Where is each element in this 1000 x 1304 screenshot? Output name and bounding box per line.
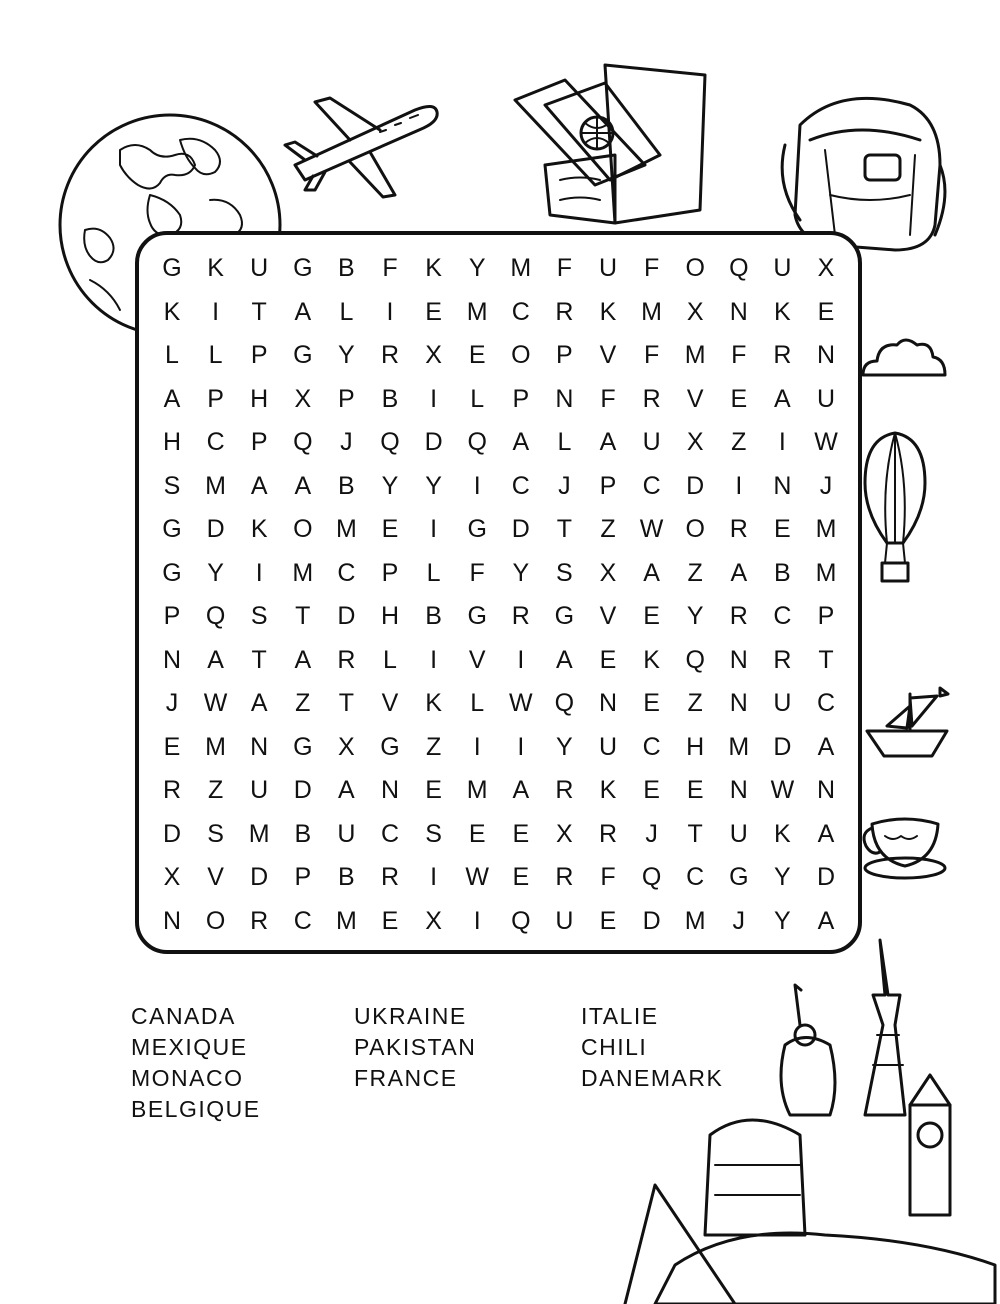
grid-letter: I	[430, 515, 438, 543]
grid-letter: D	[686, 471, 705, 500]
grid-letter: P	[294, 863, 312, 891]
cloud-icon	[858, 335, 948, 385]
grid-letter: J	[819, 471, 833, 500]
word-item: MONACO	[131, 1065, 244, 1091]
grid-letter: G	[293, 254, 313, 282]
grid-letter: X	[163, 863, 181, 891]
grid-letter: T	[687, 819, 703, 848]
grid-letter: V	[207, 863, 224, 891]
grid-letter: D	[250, 863, 269, 891]
grid-letter: J	[340, 428, 353, 456]
grid-letter: M	[292, 558, 314, 587]
grid-letter: Q	[641, 863, 662, 891]
grid-letter: L	[426, 558, 441, 587]
grid-letter: M	[728, 732, 750, 761]
grid-letter: A	[163, 384, 181, 413]
grid-letter: E	[468, 819, 486, 848]
grid-letter: W	[465, 863, 489, 891]
grid-letter: P	[556, 341, 573, 369]
grid-letter: S	[163, 471, 181, 500]
airplane-icon	[275, 90, 445, 200]
grid-letter: E	[381, 906, 399, 935]
grid-letter: G	[293, 732, 313, 761]
grid-letter: I	[212, 297, 220, 326]
grid-letter: P	[381, 558, 399, 587]
grid-letter: C	[206, 428, 225, 456]
grid-letter: X	[817, 254, 835, 282]
grid-letter: M	[641, 297, 662, 326]
word-item: BELGIQUE	[131, 1096, 261, 1122]
grid-letter: I	[473, 471, 481, 500]
landmarks-icon	[615, 935, 1000, 1304]
grid-letter: N	[816, 341, 836, 369]
grid-letter: E	[599, 906, 617, 935]
grid-letter: R	[511, 602, 530, 630]
grid-letter: N	[598, 689, 618, 717]
grid-letter: A	[512, 428, 530, 456]
grid-letter: Q	[685, 645, 705, 674]
grid-letter: I	[517, 645, 525, 674]
grid-letter: R	[642, 384, 661, 413]
grid-letter: J	[645, 819, 658, 848]
grid-letter: T	[556, 515, 573, 543]
grid-letter: U	[337, 819, 356, 848]
grid-letter: L	[470, 689, 485, 717]
grid-letter: O	[293, 515, 313, 543]
grid-letter: E	[643, 602, 660, 630]
grid-letter: G	[467, 602, 487, 630]
grid-letter: Y	[556, 732, 573, 761]
grid-letter: E	[425, 297, 442, 326]
grid-letter: F	[600, 863, 616, 891]
grid-letter: U	[729, 819, 748, 848]
grid-letter: Z	[687, 558, 703, 587]
grid-letter: M	[466, 776, 488, 804]
word-item: PAKISTAN	[354, 1034, 477, 1060]
grid-letter: K	[774, 819, 791, 848]
grid-letter: J	[165, 689, 179, 717]
grid-letter: Q	[467, 428, 487, 456]
grid-letter: I	[430, 645, 438, 674]
grid-letter: F	[382, 254, 398, 282]
grid-letter: Z	[295, 689, 311, 717]
grid-letter: P	[250, 341, 268, 369]
grid-letter: A	[817, 819, 835, 848]
grid-letter: E	[817, 297, 835, 326]
grid-letter: A	[599, 428, 617, 456]
grid-letter: E	[163, 732, 181, 761]
grid-letter: B	[338, 254, 355, 282]
grid-letter: E	[425, 776, 442, 804]
grid-letter: E	[730, 384, 748, 413]
grid-letter: U	[773, 689, 792, 717]
grid-letter: P	[599, 471, 617, 500]
grid-letter: E	[468, 341, 486, 369]
grid-letter: L	[339, 297, 354, 326]
grid-letter: U	[250, 254, 269, 282]
grid-letter: L	[557, 428, 572, 456]
grid-letter: Y	[512, 558, 530, 587]
grid-letter: I	[517, 732, 525, 761]
grid-letter: U	[598, 732, 618, 761]
grid-letter: N	[729, 645, 748, 674]
grid-letter: T	[295, 602, 311, 630]
grid-letter: E	[512, 819, 530, 848]
grid-letter: A	[643, 558, 660, 587]
word-item: CHILI	[581, 1034, 648, 1060]
grid-letter: R	[773, 341, 792, 369]
grid-letter: A	[817, 906, 835, 935]
grid-letter: O	[205, 906, 226, 935]
grid-letter: R	[555, 863, 574, 891]
grid-letter: X	[556, 819, 573, 848]
grid-letter: M	[684, 341, 706, 369]
grid-letter: D	[206, 515, 225, 543]
grid-letter: J	[558, 471, 571, 500]
grid-letter: Q	[511, 906, 531, 935]
grid-letter: A	[512, 776, 530, 804]
grid-letter: P	[207, 384, 224, 413]
suitcase-passport-icon	[505, 55, 720, 230]
grid-letter: Y	[774, 863, 791, 891]
word-item: UKRAINE	[354, 1003, 467, 1029]
grid-letter: C	[773, 602, 792, 630]
grid-letter: W	[203, 689, 228, 717]
grid-letter: X	[599, 558, 617, 587]
grid-letter: H	[380, 602, 400, 630]
grid-letter: X	[686, 428, 704, 456]
grid-letter: O	[685, 515, 705, 543]
grid-letter: S	[207, 819, 224, 848]
grid-letter: H	[162, 428, 182, 456]
grid-letter: P	[163, 602, 181, 630]
grid-letter: K	[599, 776, 617, 804]
grid-letter: F	[600, 384, 616, 413]
grid-letter: K	[599, 297, 617, 326]
grid-letter: X	[425, 341, 442, 369]
grid-letter: Q	[205, 602, 226, 630]
grid-letter: P	[338, 384, 355, 413]
grid-letter: D	[511, 515, 530, 543]
grid-letter: Y	[774, 906, 791, 935]
grid-letter: K	[774, 297, 791, 326]
grid-letter: G	[162, 254, 182, 282]
grid-letter: R	[773, 645, 792, 674]
grid-letter: M	[510, 254, 532, 282]
grid-letter: A	[294, 297, 312, 326]
grid-letter: R	[729, 515, 748, 543]
grid-letter: D	[642, 906, 661, 935]
grid-letter: M	[205, 471, 226, 500]
grid-letter: I	[430, 384, 438, 413]
grid-letter: X	[294, 384, 312, 413]
grid-letter: N	[162, 645, 182, 674]
grid-letter: A	[250, 689, 268, 717]
grid-letter: L	[165, 341, 179, 369]
grid-letter: Y	[425, 471, 442, 500]
grid-letter: N	[380, 776, 400, 804]
grid-letter: U	[250, 776, 269, 804]
grid-letter: B	[425, 602, 442, 630]
grid-letter: E	[381, 515, 399, 543]
grid-letter: A	[294, 645, 312, 674]
grid-letter: R	[555, 297, 574, 326]
grid-letter: Q	[729, 254, 749, 282]
grid-letter: V	[381, 689, 399, 717]
grid-letter: L	[383, 645, 397, 674]
grid-letter: A	[338, 776, 355, 804]
grid-letter: K	[163, 297, 181, 326]
grid-letter: Y	[381, 471, 399, 500]
grid-letter: G	[162, 515, 182, 543]
grid-letter: N	[773, 471, 792, 500]
grid-letter: I	[386, 297, 394, 326]
grid-letter: M	[466, 297, 488, 326]
grid-letter: Y	[338, 341, 355, 369]
grid-letter: E	[686, 776, 704, 804]
grid-letter: M	[684, 906, 706, 935]
hot-air-balloon-icon	[860, 428, 930, 588]
grid-letter: Q	[554, 689, 575, 717]
grid-letter: G	[729, 863, 749, 891]
grid-letter: S	[425, 819, 442, 848]
grid-letter: Y	[468, 254, 486, 282]
grid-letter: P	[512, 384, 530, 413]
grid-letter: P	[817, 602, 835, 630]
grid-letter: X	[338, 732, 355, 761]
teacup-icon	[860, 806, 950, 886]
grid-letter: D	[162, 819, 182, 848]
grid-letter: A	[207, 645, 224, 674]
grid-letter: M	[335, 906, 357, 935]
grid-letter: Q	[293, 428, 313, 456]
grid-letter: B	[338, 471, 355, 500]
grid-letter: G	[162, 558, 182, 587]
word-item: FRANCE	[354, 1065, 458, 1091]
grid-letter: M	[815, 558, 837, 587]
grid-letter: X	[425, 906, 442, 935]
grid-letter: N	[729, 297, 748, 326]
grid-letter: C	[816, 689, 836, 717]
grid-letter: T	[818, 645, 834, 674]
grid-letter: M	[815, 515, 837, 543]
grid-letter: C	[642, 732, 661, 761]
word-item: DANEMARK	[581, 1065, 724, 1091]
grid-letter: Z	[207, 776, 224, 804]
grid-letter: F	[556, 254, 573, 282]
grid-letter: F	[469, 558, 485, 587]
grid-letter: A	[774, 384, 791, 413]
grid-letter: M	[335, 515, 357, 543]
grid-letter: C	[380, 819, 400, 848]
grid-letter: R	[380, 341, 400, 369]
grid-letter: D	[816, 863, 836, 891]
grid-letter: V	[468, 645, 486, 674]
grid-letter: A	[817, 732, 835, 761]
grid-letter: Z	[687, 689, 703, 717]
grid-letter: R	[380, 863, 400, 891]
grid-letter: E	[643, 776, 660, 804]
grid-letter: Y	[686, 602, 704, 630]
grid-letter: K	[207, 254, 224, 282]
grid-letter: H	[250, 384, 269, 413]
grid-letter: L	[208, 341, 223, 369]
grid-letter: R	[729, 602, 748, 630]
grid-letter: U	[598, 254, 618, 282]
grid-letter: A	[556, 645, 573, 674]
grid-letter: G	[293, 341, 313, 369]
grid-letter: U	[642, 428, 661, 456]
grid-letter: I	[778, 428, 786, 456]
grid-letter: E	[512, 863, 530, 891]
grid-letter: N	[816, 776, 836, 804]
grid-letter: X	[686, 297, 704, 326]
grid-letter: B	[381, 384, 399, 413]
word-item: ITALIE	[581, 1003, 659, 1029]
grid-letter: E	[643, 689, 660, 717]
grid-letter: I	[473, 906, 481, 935]
grid-letter: C	[337, 558, 356, 587]
grid-letter: M	[205, 732, 226, 761]
grid-letter: W	[639, 515, 664, 543]
grid-letter: B	[774, 558, 791, 587]
grid-letter: F	[731, 341, 747, 369]
grid-letter: D	[424, 428, 443, 456]
grid-letter: B	[294, 819, 312, 848]
grid-letter: U	[816, 384, 836, 413]
grid-letter: E	[599, 645, 617, 674]
grid-letter: U	[773, 254, 792, 282]
grid-letter: R	[598, 819, 618, 848]
grid-letter: K	[643, 645, 660, 674]
word-item: MEXIQUE	[131, 1034, 248, 1060]
grid-letter: K	[425, 689, 442, 717]
grid-letter: R	[555, 776, 574, 804]
grid-letter: Q	[380, 428, 400, 456]
grid-letter: I	[430, 863, 438, 891]
grid-letter: P	[250, 428, 268, 456]
grid-letter: W	[508, 689, 533, 717]
grid-letter: L	[470, 384, 485, 413]
grid-letter: N	[555, 384, 574, 413]
grid-letter: O	[511, 341, 531, 369]
grid-letter: H	[686, 732, 705, 761]
grid-letter: K	[250, 515, 268, 543]
grid-letter: R	[250, 906, 269, 935]
grid-letter: Y	[207, 558, 224, 587]
grid-letter: F	[643, 254, 660, 282]
grid-letter: V	[599, 341, 617, 369]
grid-letter: I	[255, 558, 263, 587]
grid-letter: M	[248, 819, 270, 848]
grid-letter: S	[250, 602, 268, 630]
grid-letter: Z	[731, 428, 747, 456]
grid-letter: C	[686, 863, 705, 891]
grid-letter: A	[294, 471, 312, 500]
grid-letter: A	[730, 558, 748, 587]
grid-letter: B	[338, 863, 355, 891]
grid-letter: E	[774, 515, 791, 543]
grid-letter: N	[729, 689, 748, 717]
grid-letter: G	[467, 515, 487, 543]
grid-letter: C	[511, 471, 530, 500]
grid-letter: G	[380, 732, 400, 761]
grid-letter: V	[686, 384, 704, 413]
grid-letter: R	[337, 645, 356, 674]
grid-letter: N	[250, 732, 269, 761]
grid-letter: Z	[425, 732, 442, 761]
grid-letter: T	[251, 645, 267, 674]
grid-letter: Z	[600, 515, 616, 543]
grid-letter: J	[732, 906, 746, 935]
grid-letter: A	[250, 471, 268, 500]
grid-letter: W	[814, 428, 838, 456]
sailboat-icon	[862, 686, 957, 766]
grid-letter: O	[685, 254, 705, 282]
grid-letter: T	[338, 689, 355, 717]
grid-letter: D	[773, 732, 792, 761]
word-item: CANADA	[131, 1003, 236, 1029]
grid-letter: G	[554, 602, 575, 630]
grid-letter: N	[729, 776, 748, 804]
grid-letter: N	[162, 906, 182, 935]
grid-letter: W	[770, 776, 795, 804]
grid-letter: C	[511, 297, 530, 326]
grid-letter: T	[251, 297, 267, 326]
grid-letter: K	[425, 254, 442, 282]
grid-letter: U	[555, 906, 574, 935]
grid-letter: C	[642, 471, 661, 500]
grid-letter: D	[337, 602, 356, 630]
grid-letter: C	[293, 906, 312, 935]
grid-letter: I	[735, 471, 743, 500]
grid-letter: V	[599, 602, 617, 630]
grid-letter: F	[643, 341, 660, 369]
grid-letter: R	[162, 776, 182, 804]
grid-letter: S	[556, 558, 573, 587]
grid-letter: I	[473, 732, 481, 761]
grid-letter: D	[293, 776, 312, 804]
